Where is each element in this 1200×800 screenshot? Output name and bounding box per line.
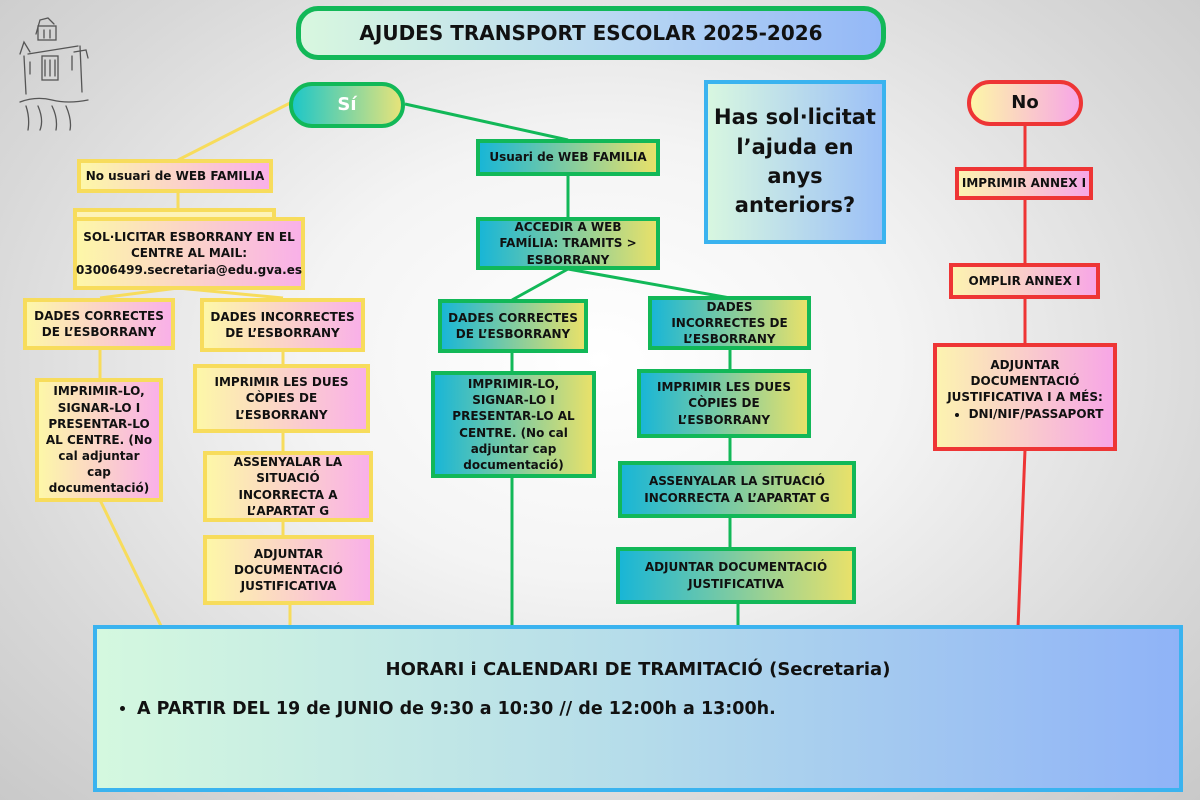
question-box: Has sol·licitat l’ajuda en anys anteriors? <box>704 80 886 244</box>
page-title: AJUDES TRANSPORT ESCOLAR 2025-2026 <box>296 6 886 60</box>
schedule-box <box>93 625 1183 792</box>
list-item: • DNI/NIF/PASSAPORT <box>969 406 1104 422</box>
left-incorrect-step-2: ASSENYALAR LA SITUACIÓ INCORRECTA A L’APARTAT G <box>203 451 373 522</box>
yes-pill: Sí <box>289 82 405 128</box>
middle-correct-step: IMPRIMIR-LO, SIGNAR-LO I PRESENTAR-LO AL CENTRE. (No cal adjuntar cap documentació) <box>431 371 596 478</box>
middle-incorrect-step-2: ASSENYALAR LA SITUACIÓ INCORRECTA A L’APARTAT G <box>618 461 856 518</box>
no-pill: No <box>967 80 1083 126</box>
school-logo <box>14 12 92 132</box>
access-web-family-box: ACCEDIR A WEB FAMÍLIA: TRAMITS > ESBORRANY <box>476 217 660 270</box>
schedule-heading: HORARI i CALENDARI DE TRAMITACIÓ (Secretaria) <box>385 659 891 680</box>
fill-annex-box: OMPLIR ANNEX I <box>949 263 1100 299</box>
left-incorrect-step-3: ADJUNTAR DOCUMENTACIÓ JUSTIFICATIVA <box>203 535 374 605</box>
attach-documents-box <box>933 343 1117 451</box>
middle-incorrect-box: DADES INCORRECTES DE L’ESBORRANY <box>648 296 811 350</box>
attach-documents-list <box>947 406 1104 422</box>
non-user-header: No usuari de WEB FAMILIA <box>77 159 273 193</box>
middle-correct-box: DADES CORRECTES DE L’ESBORRANY <box>438 299 588 353</box>
attach-documents-heading: ADJUNTAR DOCUMENTACIÓ JUSTIFICATIVA I A MÉS: <box>947 358 1103 405</box>
middle-incorrect-step-1: IMPRIMIR LES DUES CÒPIES DE L’ESBORRANY <box>637 369 811 438</box>
schedule-item: • A PARTIR DEL 19 de JUNIO de 9:30 a 10:30 // de 12:00h a 13:00h. <box>137 699 776 719</box>
request-draft-box: SOL·LICITAR ESBORRANY EN EL CENTRE AL MAIL: 03006499.secretaria@edu.gva.es <box>73 217 305 290</box>
left-incorrect-step-1: IMPRIMIR LES DUES CÒPIES DE L’ESBORRANY <box>193 364 370 433</box>
left-incorrect-box: DADES INCORRECTES DE L’ESBORRANY <box>200 298 365 352</box>
web-family-user-header: Usuari de WEB FAMILIA <box>476 139 660 176</box>
print-annex-box: IMPRIMIR ANNEX I <box>955 167 1093 200</box>
left-correct-box: DADES CORRECTES DE L’ESBORRANY <box>23 298 175 350</box>
middle-incorrect-step-3: ADJUNTAR DOCUMENTACIÓ JUSTIFICATIVA <box>616 547 856 604</box>
schedule-list <box>111 699 776 719</box>
left-correct-step: IMPRIMIR-LO, SIGNAR-LO I PRESENTAR-LO AL CENTRE. (No cal adjuntar cap documentació) <box>35 378 163 502</box>
